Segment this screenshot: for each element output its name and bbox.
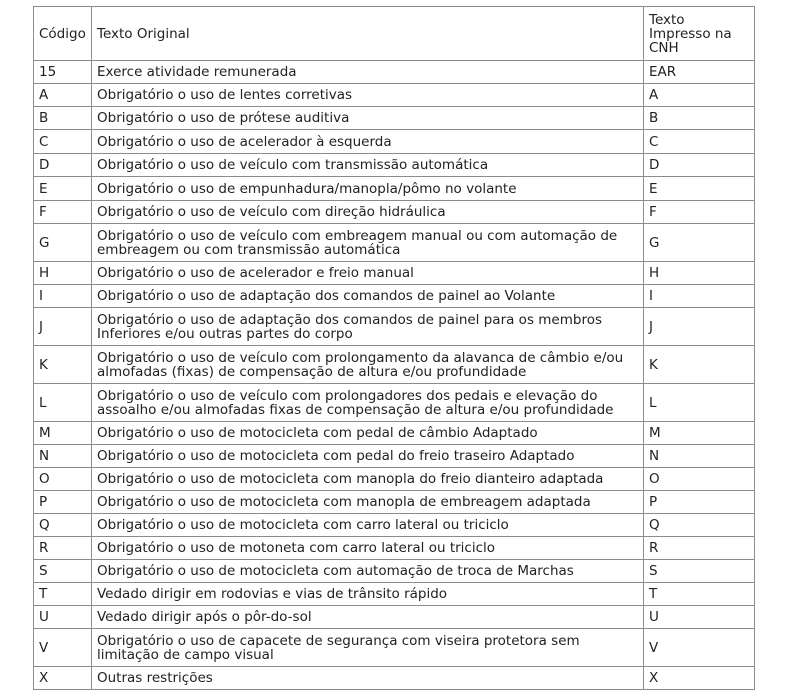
row-original-text: Obrigatório o uso de capacete de segurança com viseira protetora sem limitação de campo visual	[92, 629, 644, 667]
row-original-text: Obrigatório o uso de motocicleta com pedal do freio traseiro Adaptado	[92, 445, 644, 468]
row-code: A	[34, 84, 92, 107]
row-original-text: Obrigatório o uso de motocicleta com pedal de câmbio Adaptado	[92, 422, 644, 445]
row-printed-text: J	[644, 308, 755, 346]
header-original-text: Texto Original	[92, 7, 644, 61]
row-code: R	[34, 537, 92, 560]
row-printed-text: N	[644, 445, 755, 468]
table-row	[34, 667, 755, 690]
row-code: C	[34, 130, 92, 154]
row-printed-text: Q	[644, 514, 755, 537]
row-printed-text: R	[644, 537, 755, 560]
row-original-text: Vedado dirigir em rodovias e vias de trânsito rápido	[92, 583, 644, 606]
row-code: X	[34, 667, 92, 690]
table-row	[34, 308, 755, 346]
row-original-text: Exerce atividade remunerada	[92, 61, 644, 84]
row-code: D	[34, 154, 92, 177]
row-original-text: Obrigatório o uso de motocicleta com manopla do freio dianteiro adaptada	[92, 468, 644, 491]
row-code: V	[34, 629, 92, 667]
row-printed-text: M	[644, 422, 755, 445]
table-row	[34, 629, 755, 667]
row-printed-text: O	[644, 468, 755, 491]
row-code: O	[34, 468, 92, 491]
row-code: U	[34, 606, 92, 629]
row-printed-text: S	[644, 560, 755, 583]
table-row	[34, 61, 755, 84]
row-original-text: Obrigatório o uso de motoneta com carro lateral ou triciclo	[92, 537, 644, 560]
row-printed-text: B	[644, 107, 755, 130]
table-row	[34, 468, 755, 491]
row-code: E	[34, 177, 92, 201]
row-code: Q	[34, 514, 92, 537]
table-row	[34, 130, 755, 154]
table-row	[34, 346, 755, 384]
row-printed-text: G	[644, 224, 755, 262]
table-row	[34, 583, 755, 606]
row-original-text: Obrigatório o uso de veículo com prolongadores dos pedais e elevação do assoalho e/ou almofadas fixas de compensação de altura e/ou profundidade	[92, 384, 644, 422]
row-printed-text: U	[644, 606, 755, 629]
row-original-text: Obrigatório o uso de empunhadura/manopla/pômo no volante	[92, 177, 644, 201]
table-row	[34, 201, 755, 224]
row-printed-text: P	[644, 491, 755, 514]
row-code: K	[34, 346, 92, 384]
row-printed-text: V	[644, 629, 755, 667]
row-original-text: Outras restrições	[92, 667, 644, 690]
table-row	[34, 606, 755, 629]
row-code: G	[34, 224, 92, 262]
restrictions-table-body	[34, 7, 755, 690]
row-code: T	[34, 583, 92, 606]
table-row	[34, 285, 755, 308]
table-row	[34, 422, 755, 445]
row-code: P	[34, 491, 92, 514]
row-code: B	[34, 107, 92, 130]
table-row	[34, 560, 755, 583]
row-original-text: Obrigatório o uso de veículo com prolongamento da alavanca de câmbio e/ou almofadas (fixas) de compensação de altura e/ou profundidade	[92, 346, 644, 384]
row-code: J	[34, 308, 92, 346]
header-code: Código	[34, 7, 92, 61]
restrictions-table	[33, 6, 755, 690]
row-original-text: Obrigatório o uso de veículo com embreagem manual ou com automação de embreagem ou com transmissão automática	[92, 224, 644, 262]
row-code: S	[34, 560, 92, 583]
row-original-text: Obrigatório o uso de acelerador e freio manual	[92, 262, 644, 285]
table-row	[34, 537, 755, 560]
row-printed-text: K	[644, 346, 755, 384]
row-original-text: Obrigatório o uso de adaptação dos comandos de painel ao Volante	[92, 285, 644, 308]
row-printed-text: L	[644, 384, 755, 422]
table-row	[34, 154, 755, 177]
header-printed-text: Texto Impresso na CNH	[644, 7, 755, 61]
table-row	[34, 177, 755, 201]
table-row	[34, 514, 755, 537]
table-row	[34, 384, 755, 422]
table-row	[34, 224, 755, 262]
row-printed-text: E	[644, 177, 755, 201]
table-row	[34, 445, 755, 468]
row-original-text: Obrigatório o uso de veículo com transmissão automática	[92, 154, 644, 177]
table-row	[34, 262, 755, 285]
row-code: N	[34, 445, 92, 468]
row-printed-text: EAR	[644, 61, 755, 84]
row-printed-text: H	[644, 262, 755, 285]
row-code: I	[34, 285, 92, 308]
table-row	[34, 107, 755, 130]
table-row	[34, 491, 755, 514]
row-original-text: Obrigatório o uso de prótese auditiva	[92, 107, 644, 130]
row-printed-text: I	[644, 285, 755, 308]
row-original-text: Obrigatório o uso de veículo com direção hidráulica	[92, 201, 644, 224]
row-printed-text: A	[644, 84, 755, 107]
row-printed-text: D	[644, 154, 755, 177]
row-code: 15	[34, 61, 92, 84]
header-row	[34, 7, 755, 61]
row-original-text: Obrigatório o uso de motocicleta com automação de troca de Marchas	[92, 560, 644, 583]
row-original-text: Obrigatório o uso de adaptação dos comandos de painel para os membros Inferiores e/ou outras partes do corpo	[92, 308, 644, 346]
row-original-text: Obrigatório o uso de acelerador à esquerda	[92, 130, 644, 154]
row-original-text: Vedado dirigir após o pôr-do-sol	[92, 606, 644, 629]
row-code: H	[34, 262, 92, 285]
row-code: M	[34, 422, 92, 445]
row-printed-text: C	[644, 130, 755, 154]
row-printed-text: T	[644, 583, 755, 606]
row-code: L	[34, 384, 92, 422]
row-original-text: Obrigatório o uso de motocicleta com carro lateral ou triciclo	[92, 514, 644, 537]
row-printed-text: F	[644, 201, 755, 224]
row-original-text: Obrigatório o uso de lentes corretivas	[92, 84, 644, 107]
row-original-text: Obrigatório o uso de motocicleta com manopla de embreagem adaptada	[92, 491, 644, 514]
row-code: F	[34, 201, 92, 224]
row-printed-text: X	[644, 667, 755, 690]
table-row	[34, 84, 755, 107]
